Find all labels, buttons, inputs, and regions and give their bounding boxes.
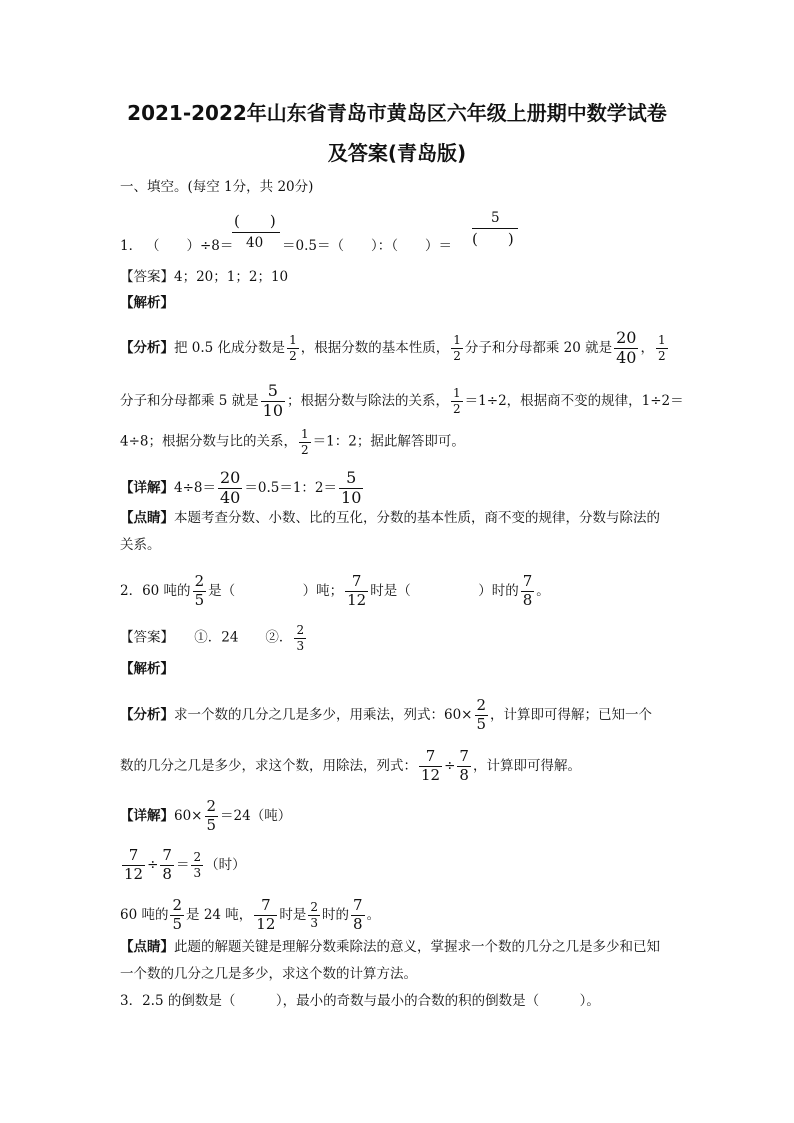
q2-concl-c: 时是 bbox=[279, 906, 307, 923]
q2-concl-a: 60 吨的 bbox=[120, 906, 169, 923]
q1-frac1-numerator: ( ) bbox=[234, 212, 276, 230]
q1-answer: 【答案】4；20；1；2；10 bbox=[120, 269, 289, 285]
q2-concl-period: 。 bbox=[366, 906, 381, 923]
q2-fenxi-frac-7-8: $\frac{7}{8}$ bbox=[459, 747, 469, 784]
q1-fenxi-tag: 【分析】 bbox=[120, 339, 174, 356]
q2-detail-line1 bbox=[120, 799, 291, 834]
q1-frac1-denominator: 40 bbox=[246, 235, 264, 251]
q1-blank1: （ ）÷8＝ bbox=[146, 238, 234, 254]
q2-answer-frac-2-3: $\frac{2}{3}$ bbox=[296, 623, 305, 653]
q2-line-c: 时是（ ）时的 bbox=[370, 582, 519, 599]
q1-fenxi-d: 分子和分母都乘 5 就是 bbox=[120, 392, 259, 409]
q2-frac-2-5: $\frac{2}{5}$ bbox=[194, 572, 205, 609]
q1-fenxi-c: 分子和分母都乘 20 就是 bbox=[464, 339, 613, 356]
q1-fenxi-h: ＝1：2；据此解答即可。 bbox=[312, 433, 465, 450]
q1-frac2-numerator: 5 bbox=[491, 210, 500, 226]
q1-detail-frac-5-10: $\frac{5}{10}$ bbox=[341, 468, 362, 507]
q2-dianjing-a: 此题的解题关键是理解分数乘除法的意义，掌握求一个数的几分之几是多少和已知 bbox=[174, 939, 660, 955]
q2-fenxi-c: 数的几分之几是多少，求这个数，用除法，列式： bbox=[120, 757, 417, 774]
q1-number: 1． bbox=[120, 238, 143, 254]
q2-concl-frac-2-5: $\frac{2}{5}$ bbox=[172, 896, 183, 933]
q2-detail2-frac-7-8: $\frac{7}{8}$ bbox=[162, 846, 172, 883]
q1-fenxi-line3 bbox=[120, 428, 465, 456]
q2-fenxi-b: ，计算即可得解；已知一个 bbox=[490, 706, 653, 723]
q2-dianjing-line1 bbox=[120, 938, 660, 956]
q1-fenxi-b: ，根据分数的基本性质， bbox=[300, 339, 450, 356]
q2-frac-7-8: $\frac{7}{8}$ bbox=[522, 572, 533, 609]
q2-line-a: 2．60 吨的 bbox=[120, 582, 191, 599]
section-heading: 一、填空。(每空 1分，共 20分) bbox=[120, 179, 314, 195]
doc-title-line1: 2021-2022年山东省青岛市黄岛区六年级上册期中数学试卷 bbox=[127, 101, 667, 125]
q1-jiexi: 【解析】 bbox=[120, 295, 174, 311]
q2-conclusion bbox=[120, 898, 380, 933]
q2-detail2-eq: ＝ bbox=[175, 856, 190, 873]
q2-fenxi-frac-2-5: $\frac{2}{5}$ bbox=[476, 696, 487, 733]
q2-detail2-frac-7-12: $\frac{7}{12}$ bbox=[124, 846, 144, 883]
q1-dianjing-a: 本题考查分数、小数、比的互化，分数的基本性质，商不变的规律，分数与除法的 bbox=[174, 510, 660, 526]
q1-dianjing-line1 bbox=[120, 509, 660, 527]
q1-frac-5-10: $\frac{5}{10}$ bbox=[262, 381, 284, 420]
q1-detail-tag: 【详解】 bbox=[120, 479, 174, 496]
q2-dianjing-line2: 一个数的几分之几是多少，求这个数的计算方法。 bbox=[120, 966, 417, 982]
q2-answer bbox=[120, 624, 308, 652]
q2-concl-d: 时的 bbox=[322, 906, 350, 923]
q2-detail-a: 60× bbox=[174, 807, 203, 824]
q1-frac-20-40: $\frac{20}{40}$ bbox=[616, 328, 637, 367]
q2-fenxi-line2 bbox=[120, 749, 581, 784]
q2-concl-frac-2-3: $\frac{2}{3}$ bbox=[310, 900, 319, 930]
q1-middle: ＝0.5＝（ ）：（ ）＝ bbox=[282, 238, 452, 254]
q1-frac-half-5: $\frac{1}{2}$ bbox=[301, 427, 309, 457]
q2-frac-7-12: $\frac{7}{12}$ bbox=[347, 572, 367, 609]
q2-fenxi-tag: 【分析】 bbox=[120, 706, 174, 723]
q1-frac-half-2: $\frac{1}{2}$ bbox=[453, 333, 461, 363]
q2-detail-c: （时） bbox=[205, 856, 246, 873]
q2-detail2-div: ÷ bbox=[147, 856, 159, 873]
q2-fenxi-a: 求一个数的几分之几是多少，用乘法，列式：60× bbox=[174, 706, 473, 723]
q1-frac1-bar bbox=[232, 232, 280, 233]
q1-detail-a: 4÷8＝ bbox=[174, 479, 216, 496]
q2-div-sign: ÷ bbox=[444, 757, 456, 774]
q1-dianjing-tag: 【点睛】 bbox=[120, 510, 174, 526]
q1-fenxi-a: 把 0.5 化成分数是 bbox=[174, 339, 286, 356]
q2-concl-b: 是 24 吨， bbox=[186, 906, 253, 923]
q3-stem: 3．2.5 的倒数是（ ），最小的奇数与最小的合数的积的倒数是（ ）。 bbox=[120, 993, 600, 1009]
q1-dianjing-line2: 关系。 bbox=[120, 537, 161, 553]
q2-fenxi-line1 bbox=[120, 698, 652, 733]
q2-jiexi: 【解析】 bbox=[120, 661, 174, 677]
q2-detail-line2 bbox=[120, 848, 246, 883]
q1-detail bbox=[120, 470, 365, 507]
q2-detail-frac-2-5: $\frac{2}{5}$ bbox=[206, 797, 217, 834]
q2-fenxi-frac-7-12: $\frac{7}{12}$ bbox=[421, 747, 441, 784]
q2-fenxi-d: ，计算即可得解。 bbox=[472, 757, 581, 774]
q2-answer-text: 【答案】 ①．24 ②． bbox=[120, 629, 293, 646]
q1-fenxi-e: ；根据分数与除法的关系， bbox=[287, 392, 450, 409]
q2-concl-frac-7-8: $\frac{7}{8}$ bbox=[353, 896, 363, 933]
q1-comma: ， bbox=[640, 339, 654, 356]
q1-fenxi-line1 bbox=[120, 330, 670, 367]
q2-detail2-frac-2-3: $\frac{2}{3}$ bbox=[193, 850, 202, 880]
q1-detail-frac-20-40: $\frac{20}{40}$ bbox=[220, 468, 241, 507]
q2-concl-frac-7-12: $\frac{7}{12}$ bbox=[256, 896, 276, 933]
q1-fenxi-f: ＝1÷2，根据商不变的规律，1÷2＝ bbox=[464, 392, 684, 409]
q1-fenxi-line2 bbox=[120, 383, 684, 420]
q2-detail-tag: 【详解】 bbox=[120, 807, 174, 824]
q2-line-b: 是（ ）吨； bbox=[208, 582, 344, 599]
q2-detail-b: ＝24（吨） bbox=[220, 807, 292, 824]
q1-frac-half: $\frac{1}{2}$ bbox=[289, 333, 297, 363]
q1-frac2-denominator: ( ) bbox=[472, 230, 514, 248]
q2-stem bbox=[120, 574, 550, 609]
doc-title-line2: 及答案(青岛版) bbox=[327, 141, 467, 165]
q1-detail-b: ＝0.5＝1：2＝ bbox=[244, 479, 338, 496]
q1-fenxi-g: 4÷8；根据分数与比的关系， bbox=[120, 433, 297, 450]
q2-dianjing-tag: 【点睛】 bbox=[120, 939, 174, 955]
q1-frac-half-4: $\frac{1}{2}$ bbox=[453, 386, 461, 416]
q1-frac-half-3: $\frac{1}{2}$ bbox=[657, 333, 666, 363]
q2-period: 。 bbox=[536, 582, 550, 599]
